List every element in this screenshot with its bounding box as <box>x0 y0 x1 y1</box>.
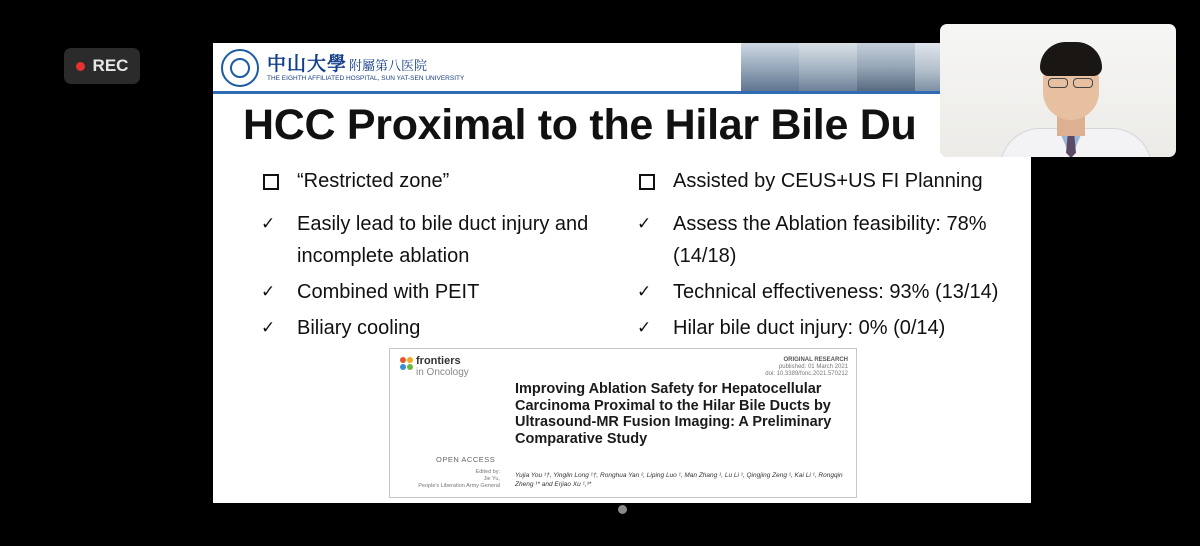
presenter-hair <box>1040 42 1102 76</box>
journal-subtitle: in Oncology <box>416 367 469 378</box>
bullet-heading <box>637 168 1027 198</box>
checkmark-icon: ✓ <box>261 214 276 233</box>
slide-header <box>213 43 1031 93</box>
square-bullet-icon <box>637 168 673 198</box>
article-meta <box>765 357 848 378</box>
checkmark-icon: ✓ <box>637 282 652 301</box>
bullet-item-text: Easily lead to bile duct injury and incomplete ablation <box>297 213 589 267</box>
bullet-heading <box>261 168 611 198</box>
editor-name: Jie Yu, <box>483 476 500 482</box>
bullet-heading-text: Assisted by CEUS+US FI Planning <box>673 170 983 192</box>
bullet-item <box>261 312 611 344</box>
hospital-name-sub: 附屬第八医院 <box>349 59 428 74</box>
right-bullet-column <box>637 168 1027 348</box>
article-doi: doi: 10.3389/fonc.2021.570212 <box>765 371 848 377</box>
bullet-item-text: Assess the Ablation feasibility: 78% (14/18) <box>673 213 987 267</box>
paper-authors: Yujia You ¹†, Yinglin Long ¹†, Ronghua Yan ², Liping Luo ¹, Man Zhang ¹, Lu Li ¹, Qingjing Zeng ¹, Kai Li ¹, Rongqin Zheng ¹* and Erjiao Xu ¹,³* <box>515 472 843 488</box>
glasses-icon <box>1046 78 1096 89</box>
slide-title: HCC Proximal to the Hilar Bile Du <box>243 101 917 149</box>
open-access-label: OPEN ACCESS <box>436 455 496 464</box>
university-logo-icon <box>221 49 259 87</box>
square-bullet-icon <box>261 168 297 198</box>
bullet-heading-text: “Restricted zone” <box>297 170 450 192</box>
presenter-webcam[interactable] <box>940 24 1176 157</box>
bullet-item <box>637 312 1027 344</box>
published-date: published: 01 March 2021 <box>778 364 848 370</box>
edited-by <box>400 469 500 490</box>
recording-label: REC <box>92 56 129 75</box>
checkmark-icon: ✓ <box>261 318 276 337</box>
building-photo <box>857 43 915 91</box>
frontiers-logo-icon <box>400 357 414 371</box>
record-dot-icon <box>76 62 85 71</box>
bullet-item <box>261 208 611 272</box>
checkmark-icon: ✓ <box>637 318 652 337</box>
building-photo <box>799 43 857 91</box>
page-indicator-dot[interactable] <box>618 505 627 514</box>
checkmark-icon: ✓ <box>261 282 276 301</box>
recording-indicator <box>64 48 140 84</box>
edited-by-label: Edited by: <box>475 469 500 475</box>
bullet-item-text: Biliary cooling <box>297 317 421 339</box>
paper-title: Improving Ablation Safety for Hepatocellular Carcinoma Proximal to the Hilar Bile Ducts by Ultrasound-MR Fusion Imaging: A Preliminary Comparative Study <box>515 381 832 447</box>
header-divider <box>213 91 1031 94</box>
hospital-name-main: 中山大學 <box>267 53 348 75</box>
bullet-item-text: Combined with PEIT <box>297 281 480 303</box>
bullet-item <box>261 276 611 308</box>
hospital-name <box>267 49 427 76</box>
editor-affiliation: People's Liberation Army General <box>418 483 500 489</box>
bullet-item <box>637 276 1027 308</box>
presentation-slide <box>213 43 1031 503</box>
building-photo <box>741 43 799 91</box>
article-type: ORIGINAL RESEARCH <box>783 357 848 363</box>
paper-excerpt-image <box>389 348 857 498</box>
bullet-item-text: Technical effectiveness: 93% (13/14) <box>673 281 999 303</box>
bullet-item <box>637 208 1027 272</box>
bullet-item-text: Hilar bile duct injury: 0% (0/14) <box>673 317 946 339</box>
checkmark-icon: ✓ <box>637 214 652 233</box>
hospital-english-name: THE EIGHTH AFFILIATED HOSPITAL, SUN YAT-SEN UNIVERSITY <box>267 75 465 82</box>
journal-name: frontiers <box>416 355 461 367</box>
left-bullet-column <box>261 168 611 348</box>
